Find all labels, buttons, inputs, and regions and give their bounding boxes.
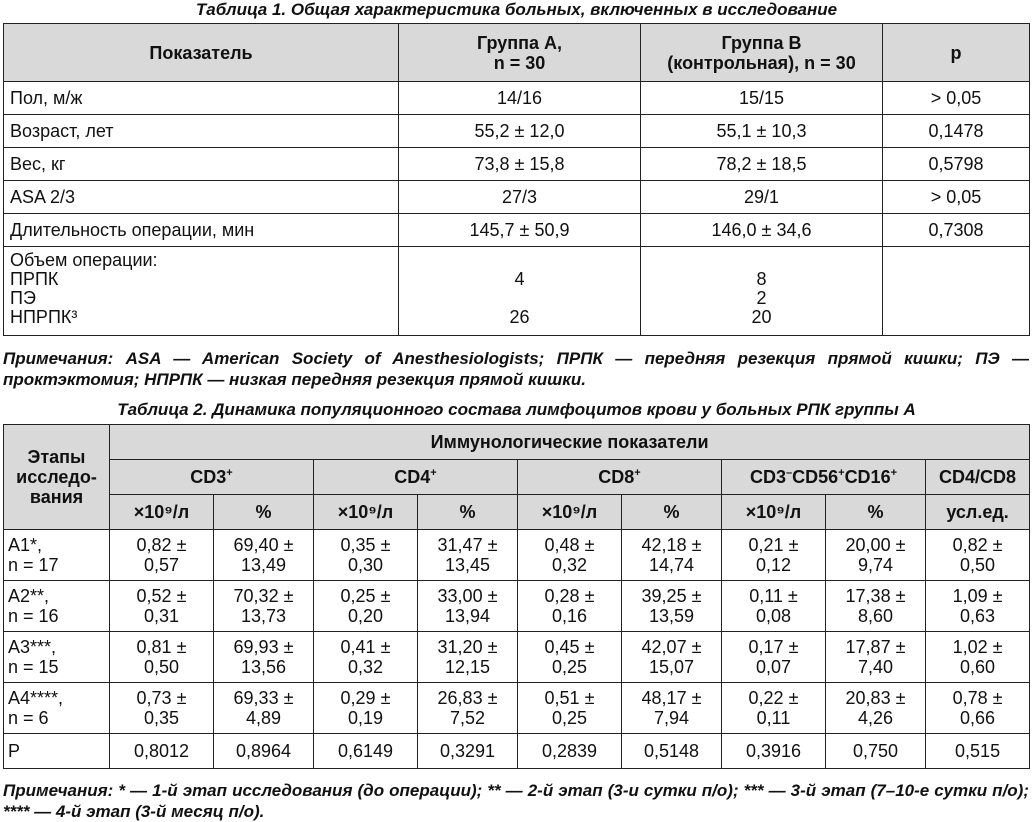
- value-cell: 70,32 ± 13,73: [214, 581, 314, 632]
- p-row-value: 0,515: [926, 734, 1030, 769]
- value-cell: 0,81 ± 0,50: [110, 632, 214, 683]
- value-cell: 0,52 ± 0,31: [110, 581, 214, 632]
- stage-label: A2**, n = 16: [4, 581, 110, 632]
- header-stages: Этапы исследо- вания: [4, 425, 110, 530]
- header-group: CD3+: [110, 460, 314, 495]
- p-row-label: P: [4, 734, 110, 769]
- row-label: ASA 2/3: [4, 181, 399, 214]
- header-unit-pct: %: [418, 495, 518, 530]
- p-value: 0,7308: [883, 214, 1030, 247]
- group-a-value: 55,2 ± 12,0: [399, 115, 641, 148]
- value-cell: 0,28 ± 0,16: [518, 581, 622, 632]
- group-a-value: 14/16: [399, 82, 641, 115]
- header-immuno: Иммунологические показатели: [110, 425, 1030, 460]
- table2: [3, 424, 1030, 769]
- group-a-value: 145,7 ± 50,9: [399, 214, 641, 247]
- header-group: CD8+: [518, 460, 722, 495]
- table1-row: [4, 181, 1030, 214]
- value-cell: 0,82 ± 0,57: [110, 530, 214, 581]
- table1-row-volume: [4, 247, 1030, 336]
- volume-p-cell: [883, 247, 1030, 336]
- volume-group-b-cell: 8 2 20: [641, 247, 883, 336]
- value-cell: 0,51 ± 0,25: [518, 683, 622, 734]
- p-row-value: 0,8012: [110, 734, 214, 769]
- header-unit-abs: ×10⁹/л: [110, 495, 214, 530]
- value-cell: 69,40 ± 13,49: [214, 530, 314, 581]
- group-b-value: 15/15: [641, 82, 883, 115]
- p-row-value: 0,3916: [722, 734, 826, 769]
- table2-caption: Таблица 2. Динамика популяционного состава лимфоцитов крови у больных РПК группы А: [117, 400, 916, 419]
- volume-group-a-cell: 4 26: [399, 247, 641, 336]
- volume-label-cell: Объем операции: ПРПК ПЭ НПРПК³: [4, 247, 399, 336]
- value-cell: 0,29 ± 0,19: [314, 683, 418, 734]
- value-cell: 48,17 ± 7,94: [622, 683, 722, 734]
- table2-row: [4, 530, 1030, 581]
- value-cell: 0,21 ± 0,12: [722, 530, 826, 581]
- p-row-value: 0,3291: [418, 734, 518, 769]
- table1-row: [4, 82, 1030, 115]
- value-cell: 0,45 ± 0,25: [518, 632, 622, 683]
- value-cell: 26,83 ± 7,52: [418, 683, 518, 734]
- table2-row: [4, 683, 1030, 734]
- header-group-b: Группа В (контрольная), n = 30: [641, 24, 883, 82]
- header-unit-abs: ×10⁹/л: [722, 495, 826, 530]
- table1-row: [4, 115, 1030, 148]
- header-group: CD4+: [314, 460, 518, 495]
- table2-p-row: [4, 734, 1030, 769]
- value-cell: 1,02 ± 0,60: [926, 632, 1030, 683]
- value-cell: 0,17 ± 0,07: [722, 632, 826, 683]
- p-row-value: 0,6149: [314, 734, 418, 769]
- table2-header-row-2: [4, 460, 1030, 495]
- table1: [3, 23, 1030, 336]
- header-indicator: Показатель: [4, 24, 399, 82]
- value-cell: 0,73 ± 0,35: [110, 683, 214, 734]
- p-row-value: 0,8964: [214, 734, 314, 769]
- table2-row: [4, 632, 1030, 683]
- p-value: > 0,05: [883, 82, 1030, 115]
- value-cell: 1,09 ± 0,63: [926, 581, 1030, 632]
- value-cell: 39,25 ± 13,59: [622, 581, 722, 632]
- row-label: Пол, м/ж: [4, 82, 399, 115]
- table1-row: [4, 214, 1030, 247]
- table2-row: [4, 581, 1030, 632]
- value-cell: 69,33 ± 4,89: [214, 683, 314, 734]
- group-a-value: 27/3: [399, 181, 641, 214]
- row-label: Вес, кг: [4, 148, 399, 181]
- p-row-value: 0,5148: [622, 734, 722, 769]
- header-unit-ratio: усл.ед.: [926, 495, 1030, 530]
- header-group: CD3–CD56+CD16+: [722, 460, 926, 495]
- header-unit-pct: %: [826, 495, 926, 530]
- row-label: Длительность операции, мин: [4, 214, 399, 247]
- value-cell: 0,35 ± 0,30: [314, 530, 418, 581]
- value-cell: 20,83 ± 4,26: [826, 683, 926, 734]
- p-row-value: 0,750: [826, 734, 926, 769]
- stage-label: A4****, n = 6: [4, 683, 110, 734]
- table1-note: Примечания: ASA — American Society of Anesthesiologists; ПРПК — передняя резекция прямой кишки; ПЭ — проктэктомия; НПРПК — низкая передняя резекция прямой кишки.: [3, 349, 1029, 389]
- p-value: 0,1478: [883, 115, 1030, 148]
- value-cell: 17,87 ± 7,40: [826, 632, 926, 683]
- row-label: Возраст, лет: [4, 115, 399, 148]
- value-cell: 69,93 ± 13,56: [214, 632, 314, 683]
- value-cell: 0,78 ± 0,66: [926, 683, 1030, 734]
- value-cell: 0,25 ± 0,20: [314, 581, 418, 632]
- table1-caption: Таблица 1. Общая характеристика больных, включенных в исследование: [195, 0, 838, 19]
- p-value: > 0,05: [883, 181, 1030, 214]
- p-row-value: 0,2839: [518, 734, 622, 769]
- value-cell: 42,07 ± 15,07: [622, 632, 722, 683]
- value-cell: 20,00 ± 9,74: [826, 530, 926, 581]
- value-cell: 0,11 ± 0,08: [722, 581, 826, 632]
- value-cell: 17,38 ± 8,60: [826, 581, 926, 632]
- group-b-value: 146,0 ± 34,6: [641, 214, 883, 247]
- value-cell: 0,22 ± 0,11: [722, 683, 826, 734]
- header-unit-abs: ×10⁹/л: [314, 495, 418, 530]
- table1-row: [4, 148, 1030, 181]
- value-cell: 0,48 ± 0,32: [518, 530, 622, 581]
- table2-header-row-3: [4, 495, 1030, 530]
- value-cell: 0,41 ± 0,32: [314, 632, 418, 683]
- value-cell: 42,18 ± 14,74: [622, 530, 722, 581]
- group-a-value: 73,8 ± 15,8: [399, 148, 641, 181]
- table2-note: Примечания: * — 1-й этап исследования (до операции); ** — 2-й этап (3-и сутки п/о); *** — 3-й этап (7–10-е сутки п/о); **** — 4-й этап (3-й месяц п/о).: [3, 781, 1029, 821]
- header-p: p: [883, 24, 1030, 82]
- header-group-a: Группа А, n = 30: [399, 24, 641, 82]
- header-group: CD4/CD8: [926, 460, 1030, 495]
- header-unit-pct: %: [214, 495, 314, 530]
- stage-label: A3***, n = 15: [4, 632, 110, 683]
- value-cell: 31,47 ± 13,45: [418, 530, 518, 581]
- stage-label: A1*, n = 17: [4, 530, 110, 581]
- group-b-value: 29/1: [641, 181, 883, 214]
- header-unit-pct: %: [622, 495, 722, 530]
- table1-header-row: [4, 24, 1030, 82]
- header-unit-abs: ×10⁹/л: [518, 495, 622, 530]
- table2-header-row-1: [4, 425, 1030, 460]
- group-b-value: 78,2 ± 18,5: [641, 148, 883, 181]
- value-cell: 31,20 ± 12,15: [418, 632, 518, 683]
- group-b-value: 55,1 ± 10,3: [641, 115, 883, 148]
- value-cell: 33,00 ± 13,94: [418, 581, 518, 632]
- p-value: 0,5798: [883, 148, 1030, 181]
- value-cell: 0,82 ± 0,50: [926, 530, 1030, 581]
